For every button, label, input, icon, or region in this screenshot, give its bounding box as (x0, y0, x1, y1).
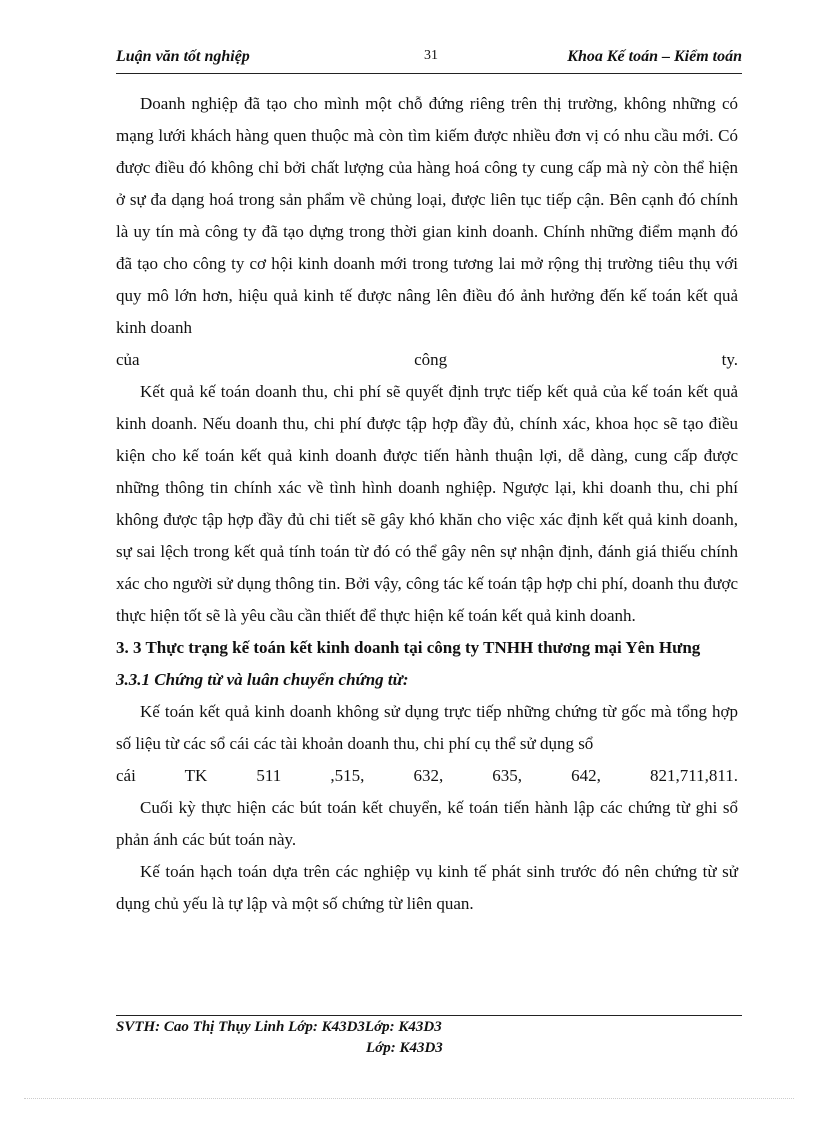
page-bottom-dotted-line (24, 1098, 794, 1099)
page-footer (116, 1017, 742, 1059)
section-heading-3-3: 3. 3 Thực trạng kế toán kết kinh doanh tại công ty TNHH thương mại Yên Hưng (116, 638, 701, 657)
subsection-heading-3-3-1: 3.3.1 Chứng từ và luân chuyển chứng từ: (116, 670, 409, 689)
header-faculty: Khoa Kế toán – Kiểm toán (567, 48, 742, 65)
page-number: 31 (424, 48, 438, 63)
paragraph-5: Kế toán hạch toán dựa trên các nghiệp vụ kinh tế phát sinh trước đó nên chứng từ sử dụng chủ yếu là tự lập và một số chứng từ liên quan. (116, 862, 738, 913)
header-thesis-title: Luận văn tốt nghiệp (116, 48, 250, 65)
page-header (116, 48, 742, 72)
paragraph-1: Doanh nghiệp đã tạo cho mình một chỗ đứng riêng trên thị trường, không những có mạng lưới khách hàng quen thuộc mà còn tìm kiếm được nhiều đơn vị có nhu cầu mới. Có được điều đó không chỉ bởi chất lượng của hàng hoá công ty cung cấp mà nỳ còn thể hiện ở sự đa dạng hoá trong sản phẩm về chủng loại, được liên tục tiếp cận. Bên cạnh đó chính là uy tín mà công ty đã tạo dựng trong thời gian kinh doanh. Chính những điểm mạnh đó đã tạo cho công ty cơ hội kinh doanh mới trong tương lai mở rộng thị trường tiêu thụ với quy mô lớn hơn, hiệu quả kinh tế được nâng lên điều đó ảnh hưởng đến kế toán kết quả kinh doanh (116, 94, 738, 337)
main-content (116, 88, 738, 920)
footer-student-info: SVTH: Cao Thị Thụy Linh Lớp: K43D3Lớp: K43D3 (116, 1019, 442, 1035)
paragraph-4: Cuối kỳ thực hiện các bút toán kết chuyển, kế toán tiến hành lập các chứng từ ghi sổ phản ánh các bút toán này. (116, 798, 738, 849)
footer-divider (116, 1015, 742, 1016)
paragraph-3-tail: cái TK 511 ,515, 632, 635, 642, 821,711,811. (116, 766, 738, 785)
header-divider (116, 73, 742, 74)
paragraph-2: Kết quả kế toán doanh thu, chi phí sẽ quyết định trực tiếp kết quả của kế toán kết quả kinh doanh. Nếu doanh thu, chi phí được tập hợp đầy đủ, chính xác, khoa học sẽ tạo điều kiện cho kế toán kết quả kinh doanh được tiến hành thuận lợi, dễ dàng, cung cấp được những thông tin chính xác về tình hình doanh nghiệp. Ngược lại, khi doanh thu, chi phí không được tập hợp đầy đủ chi tiết sẽ gây khó khăn cho việc xác định kết quả kinh doanh, sự sai lệch trong kết quả tính toán từ đó có thể gây nên sự nhận định, đánh giá thiếu chính xác cho người sử dụng thông tin. Bởi vậy, công tác kế toán tập hợp chi phí, doanh thu được thực hiện tốt sẽ là yêu cầu cần thiết để thực hiện kế toán kết quả kinh doanh. (116, 382, 738, 625)
paragraph-3: Kế toán kết quả kinh doanh không sử dụng trực tiếp những chứng từ gốc mà tổng hợp số liệu từ các sổ cái các tài khoản doanh thu, chi phí cụ thể sử dụng sổ (116, 702, 738, 753)
paragraph-1-tail: của công ty. (116, 350, 738, 369)
footer-class-info: Lớp: K43D3 (366, 1040, 443, 1056)
